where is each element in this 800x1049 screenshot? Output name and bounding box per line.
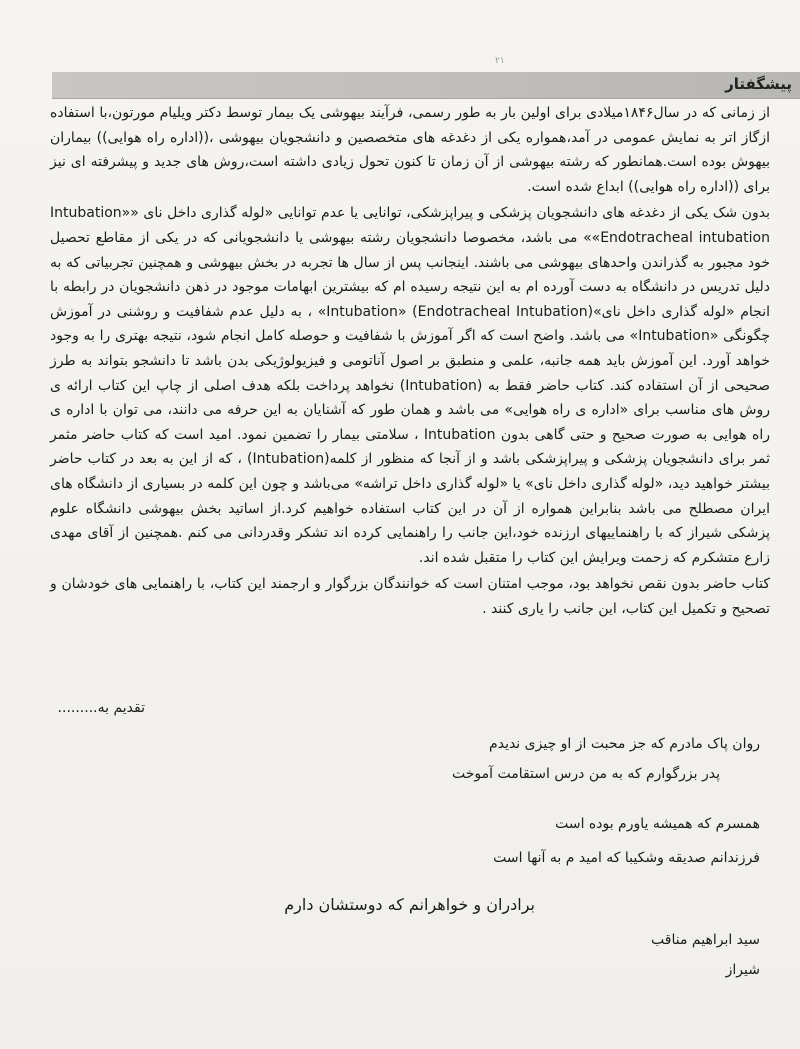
dedication-line-spouse: همسرم که همیشه یاورم بوده است xyxy=(555,816,760,832)
preface-body xyxy=(50,101,770,623)
page-top-mark: ۲۱ xyxy=(495,56,505,66)
author-name: سید ابراهیم مناقب xyxy=(651,932,760,948)
dedication-section xyxy=(0,700,800,1040)
section-title: پیشگفتار xyxy=(725,75,792,93)
preface-paragraph-2: بدون شک یکی از دغدغه های دانشجویان پزشکی و پیراپزشکی، توانایی یا عدم توانایی «لوله گذاری داخل نای «Intubation» «Endotracheal intubation» می باشد، مخصوصا دانشجویان رشته بیهوشی یا دانشجویانی که در یکی از مقاطع تحصیل خود مجبور به گذراندن واحدهای بیهوشی می باشند. اینجانب پس از سال ها تجربه در بخش بیهوشی و همچنین تجربیاتی که به دلیل تدریس در دانشگاه به دست آورده ام به این نتیجه رسیده ام که بیشترین ابهامات موجود در ذهن دانشجویان در رابطه با انجام «لوله گذاری داخل نای»(Endotracheal Intubation) «Intubation» ، به دلیل عدم شفافیت و روشنی در آموزش چگونگی «Intubation» می باشد. واضح است که اگر آموزش با شفافیت و حوصله کامل انجام شود، نتیجه بهتری را به وجود خواهد آورد. این آموزش باید همه جانبه، علمی و منطبق بر اصول آناتومی و فیزیولوژیکی بدن باشد تا دانشجو بتواند به طرز صحیحی از آن استفاده کند. کتاب حاضر فقط به (Intubation) نخواهد پرداخت بلکه هدف اصلی از چاپ این کتاب ارائه ی روش های مناسب برای «اداره ی راه هوایی» می باشد و همان طور که آشنایان به این حرفه می دانند، می توان با اداره ی راه هوایی به صورت صحیح و حتی گاهی بدون Intubation ، سلامتی بیمار را تضمین نمود. امید است که کتاب حاضر مثمر ثمر برای دانشجویان پزشکی و پیراپزشکی باشد و از آنجا که منظور از کلمه(Intubation) ، که از این به بعد در کتاب حاضر بیشتر خواهید دید، «لوله گذاری داخل نای» یا «لوله گذاری داخل تراشه» می‌باشد و چون این کلمه در بسیاری از دانشگاه های ایران مصطلح می باشد بنابراین همواره از آن در این کتاب استفاده خواهیم کرد.از اساتید بخش بیهوشی دانشگاه علوم پزشکی شیراز که با راهنماییهای ارزنده خود،این جانب را راهنمایی کرده اند تشکر وقدردانی می کنم .همچنین از آقای مهدی زارع متشکرم که زحمت ویرایش این کتاب را متقبل شده اند. xyxy=(50,205,771,566)
author-city: شیراز xyxy=(725,962,760,978)
section-header-bar xyxy=(52,72,800,99)
dedication-line-mother: روان پاک مادرم که جز محبت از او چیزی ندیدم xyxy=(489,736,760,752)
dedication-line-children: فرزندانم صدیقه وشکیبا که امید م به آنها است xyxy=(493,850,760,866)
dedication-line-father: پدر بزرگوارم که به من درس استقامت آموخت xyxy=(451,766,720,782)
dedication-intro: تقدیم به......... xyxy=(57,700,145,716)
dedication-line-siblings: برادران و خواهرانم که دوستشان دارم xyxy=(284,895,535,914)
preface-paragraph-1: از زمانی که در سال۱۸۴۶میلادی برای اولین بار به طور رسمی، فرآیند بیهوشی یک بیمار توسط دکتر ویلیام مورتون،با استفاده ازگاز اتر به نمایش عمومی در آمد،همواره یکی از دغدغه های متخصصین و دانشجویان بیهوشی ،((اداره راه هوایی)) بیماران بیهوش بوده است.همانطور که رشته بیهوشی از آن زمان تا کنون تحول زیادی داشته است،روش های جدید و پیشرفته ای نیز برای ((اداره راه هوایی)) ابداع شده است. xyxy=(50,105,770,195)
preface-paragraph-3: کتاب حاضر بدون نقص نخواهد بود، موجب امتنان است که خوانندگان بزرگوار و ارجمند این کتاب، با راهنمایی های خودشان و تصحیح و تکمیل این کتاب، این جانب را یاری کنند . xyxy=(50,576,770,617)
